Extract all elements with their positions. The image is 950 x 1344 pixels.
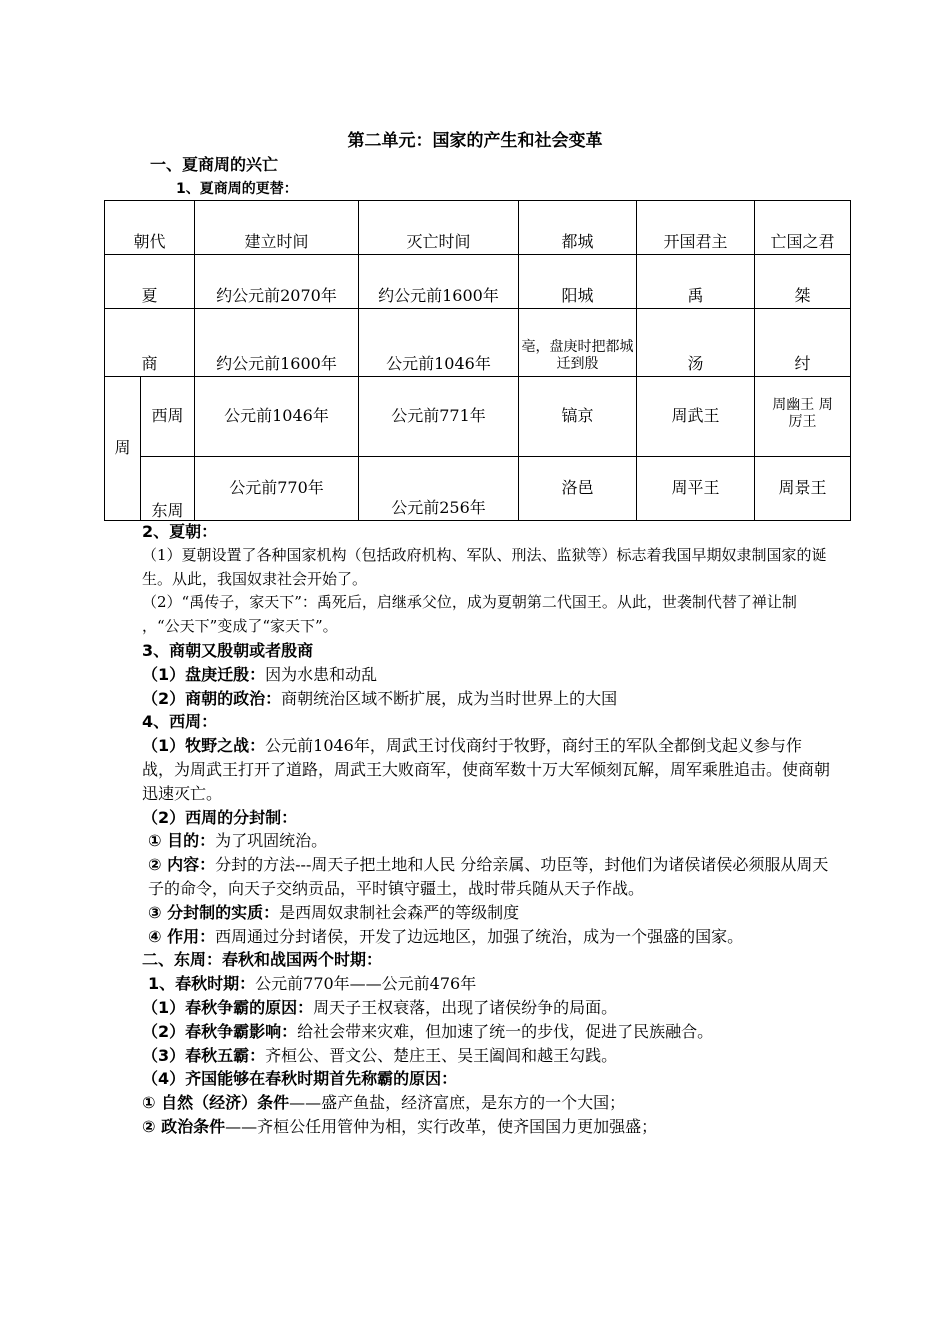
body-text xyxy=(142,520,832,1139)
cell-capital: 镐京 xyxy=(519,377,637,457)
cell-subdynasty: 西周 xyxy=(141,377,195,457)
paragraph-effect xyxy=(142,925,832,949)
cell-fallen: 约公元前1600年 xyxy=(359,255,519,309)
label: ② 政治条件 xyxy=(142,1116,226,1136)
header-capital: 都城 xyxy=(519,201,637,255)
cell-founder: 周平王 xyxy=(637,457,755,521)
paragraph-shang-1 xyxy=(142,663,832,687)
paragraph-muye xyxy=(142,734,832,805)
cell-founded: 约公元前2070年 xyxy=(195,255,359,309)
label: ① 目的： xyxy=(148,831,216,851)
paragraph-purpose xyxy=(142,829,832,853)
heading-shang: 3、商朝又殷朝或者殷商 xyxy=(142,640,314,660)
label: （1）牧野之战： xyxy=(142,736,266,756)
paragraph-cause xyxy=(142,996,832,1020)
text: 分封的方法---周天子把土地和人民 分给亲属、功臣等，封他们为诸侯诸侯必须服从周天子的命令，向天子交纳贡品，平时镇守疆土，战时带兵随从天子作战。 xyxy=(148,855,829,898)
cell-last-ruler: 周景王 xyxy=(755,457,851,521)
subsection-heading-1: 1、夏商周的更替： xyxy=(176,181,298,197)
cell-founder: 周武王 xyxy=(637,377,755,457)
cell-dynasty: 商 xyxy=(105,309,195,377)
section-heading-1: 一、夏商周的兴亡 xyxy=(150,155,279,174)
header-fallen: 灭亡时间 xyxy=(359,201,519,255)
paragraph-natural xyxy=(142,1091,832,1115)
paragraph-political xyxy=(142,1115,832,1139)
label: ① 自然（经济）条件 xyxy=(142,1093,290,1113)
text: 周天子王权衰落，出现了诸侯纷争的局面。 xyxy=(313,997,618,1017)
cell-founder: 汤 xyxy=(637,309,755,377)
paragraph-impact xyxy=(142,1020,832,1044)
header-founded: 建立时间 xyxy=(195,201,359,255)
label: （2）春秋争霸影响： xyxy=(142,1021,298,1041)
text: 为了巩固统治。 xyxy=(215,831,328,851)
cell-subdynasty: 东周 xyxy=(141,457,195,521)
label: ④ 作用： xyxy=(148,926,216,946)
cell-founder: 禹 xyxy=(637,255,755,309)
cell-fallen: 公元前771年 xyxy=(359,377,519,457)
paragraph-xia-2: （2）“禹传子，家天下”：禹死后，启继承父位，成为夏朝第二代国王。从此，世袭制代替了禅让制 ，“公天下”变成了“家天下”。 xyxy=(142,593,797,636)
label: 1、春秋时期： xyxy=(148,974,256,994)
cell-capital: 亳，盘庚时把都城迁到殷 xyxy=(519,309,637,377)
cell-capital: 洛邑 xyxy=(519,457,637,521)
paragraph-essence xyxy=(142,901,832,925)
heading-qi-reasons: （4）齐国能够在春秋时期首先称霸的原因： xyxy=(142,1069,458,1089)
cell-last-ruler: 纣 xyxy=(755,309,851,377)
dynasty-table xyxy=(104,200,851,521)
cell-last-ruler: 桀 xyxy=(755,255,851,309)
paragraph-xia-1: （1）夏朝设置了各种国家机构（包括政府机构、军队、刑法、监狱等）标志着我国早期奴隶制国家的诞生。从此，我国奴隶社会开始了。 xyxy=(142,545,827,588)
table-row-shang xyxy=(105,309,851,377)
cell-last-ruler: 周幽王 周厉王 xyxy=(755,377,851,457)
paragraph-five-hegemons xyxy=(142,1044,832,1068)
table-row-dongzhou xyxy=(105,457,851,521)
text: ——齐桓公任用管仲为相，实行改革，使齐国国力更加强盛； xyxy=(225,1116,658,1136)
cell-dynasty: 夏 xyxy=(105,255,195,309)
table-row-xizhou xyxy=(105,377,851,457)
table-row-xia xyxy=(105,255,851,309)
text: 公元前1046年，周武王讨伐商纣于牧野，商纣王的军队全都倒戈起义参与作战，为周武王打开了道路，周武王大败商军，使商军数十万大军倾刻瓦解，周军乘胜追击。使商朝迅速灭亡。 xyxy=(142,736,831,803)
header-last-ruler: 亡国之君 xyxy=(755,201,851,255)
header-founder: 开国君主 xyxy=(637,201,755,255)
cell-founded: 公元前770年 xyxy=(195,457,359,521)
text: 因为水患和动乱 xyxy=(265,664,378,684)
label: （1）盘庚迁殷： xyxy=(142,664,266,684)
cell-founded: 公元前1046年 xyxy=(195,377,359,457)
label: ③ 分封制的实质： xyxy=(148,902,280,922)
heading-fenfeng: （2）西周的分封制： xyxy=(142,807,298,827)
cell-dynasty-zhou: 周 xyxy=(105,377,141,521)
heading-xizhou: 4、西周： xyxy=(142,712,218,732)
text: 给社会带来灾难，但加速了统一的步伐，促进了民族融合。 xyxy=(297,1021,714,1041)
label: ② 内容： xyxy=(148,855,216,875)
label: （3）春秋五霸： xyxy=(142,1045,266,1065)
text: 西周通过分封诸侯，开发了边远地区，加强了统治，成为一个强盛的国家。 xyxy=(215,926,744,946)
label: （1）春秋争霸的原因： xyxy=(142,997,314,1017)
text: 公元前770年——公元前476年 xyxy=(255,974,477,994)
paragraph-shang-2 xyxy=(142,687,832,711)
text: ——盛产鱼盐，经济富庶，是东方的一个大国； xyxy=(289,1093,626,1113)
paragraph-content xyxy=(142,853,832,901)
text: 商朝统治区域不断扩展，成为当时世界上的大国 xyxy=(281,688,618,708)
header-dynasty: 朝代 xyxy=(105,201,195,255)
cell-founded: 约公元前1600年 xyxy=(195,309,359,377)
heading-dongzhou: 二、东周：春秋和战国两个时期： xyxy=(142,950,383,970)
paragraph-chunqiu xyxy=(142,972,832,996)
text: 是西周奴隶制社会森严的等级制度 xyxy=(279,902,520,922)
page-title: 第二单元：国家的产生和社会变革 xyxy=(347,131,603,151)
cell-fallen: 公元前1046年 xyxy=(359,309,519,377)
text: 齐桓公、晋文公、楚庄王、吴王阖闾和越王勾践。 xyxy=(265,1045,618,1065)
table-header-row xyxy=(105,201,851,255)
label: （2）商朝的政治： xyxy=(142,688,282,708)
cell-capital: 阳城 xyxy=(519,255,637,309)
heading-xia: 2、夏朝： xyxy=(142,522,218,541)
cell-fallen: 公元前256年 xyxy=(359,457,519,521)
